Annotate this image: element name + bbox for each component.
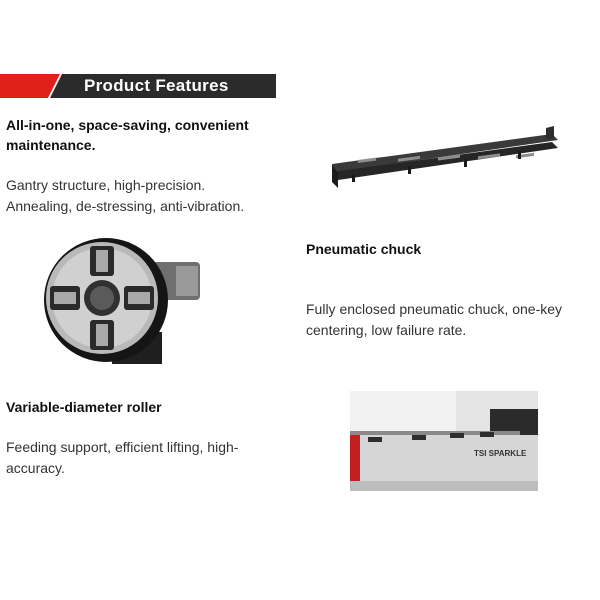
feature-1-text bbox=[6, 175, 244, 217]
feature-3-heading bbox=[6, 397, 162, 417]
feature-1-heading-line-1: All-in-one, space-saving, convenient bbox=[6, 117, 249, 133]
feature-1-text-line-2: Annealing, de-stressing, anti-vibration. bbox=[6, 198, 245, 214]
roller-machine-graphic bbox=[350, 391, 538, 491]
feature-2-text bbox=[306, 299, 562, 341]
feature-3-heading-line-1: Variable-diameter roller bbox=[6, 399, 162, 415]
feature-1-text-line-1: Gantry structure, high-precision. bbox=[6, 177, 206, 193]
feature-3-text-line-1: Feeding support, efficient lifting, high- bbox=[6, 439, 239, 455]
pneumatic-chuck-image bbox=[42, 236, 204, 368]
variable-diameter-roller-image bbox=[350, 391, 538, 491]
feature-2-text-line-2: centering, low failure rate. bbox=[306, 322, 467, 338]
feature-3-text bbox=[6, 437, 238, 479]
feature-2-text-line-1: Fully enclosed pneumatic chuck, one-key bbox=[306, 301, 563, 317]
feature-2-heading bbox=[306, 239, 421, 259]
gantry-bed-rail-image bbox=[328, 124, 562, 190]
section-banner bbox=[0, 74, 276, 98]
roller-brand-label: TSI SPARKLE bbox=[474, 449, 527, 458]
feature-3-text-line-2: accuracy. bbox=[6, 460, 65, 476]
banner-title: Product Features bbox=[84, 76, 229, 95]
feature-1-heading bbox=[6, 115, 249, 155]
feature-2-heading-line-1: Pneumatic chuck bbox=[306, 241, 422, 257]
feature-1-heading-line-2: maintenance. bbox=[6, 137, 96, 153]
